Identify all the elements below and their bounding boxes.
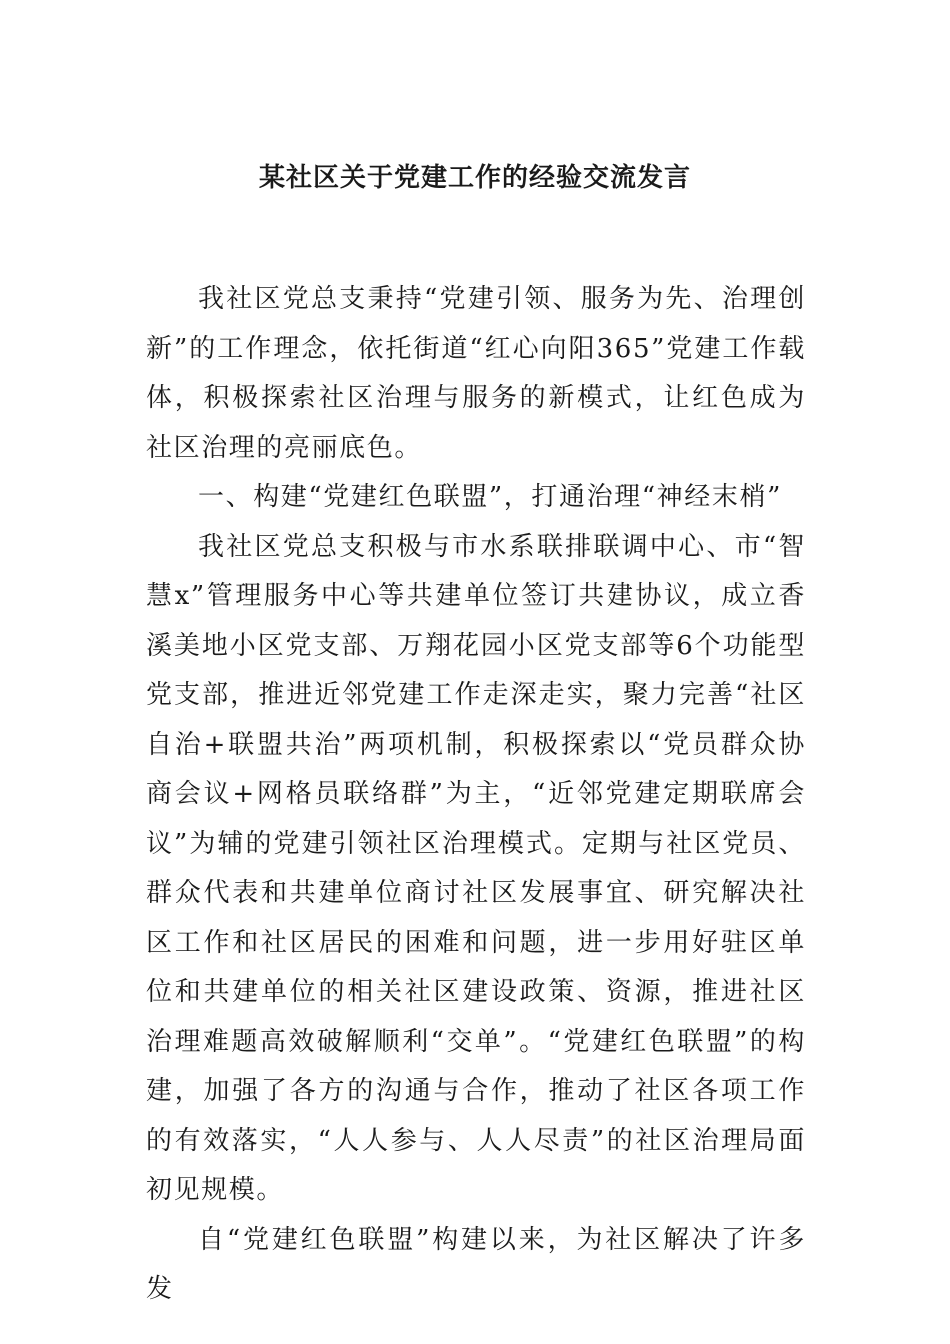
- paragraph-section-1: 我社区党总支积极与市水系联排联调中心、市“智慧x”管理服务中心等共建单位签订共建协议，成立香溪美地小区党支部、万翔花园小区党支部等6个功能型党支部，推进近邻党建工作走深走实，聚力完善“社区自治+联盟共治”两项机制，积极探索以“党员群众协商会议+网格员联络群”为主，“近邻党建定期联席会议”为辅的党建引领社区治理模式。定期与社区党员、群众代表和共建单位商讨社区发展事宜、研究解决社区工作和社区居民的困难和问题，进一步用好驻区单位和共建单位的相关社区建设政策、资源，推进社区治理难题高效破解顺利“交单”。“党建红色联盟”的构建，加强了各方的沟通与合作，推动了社区各项工作的有效落实，“人人参与、人人尽责”的社区治理局面初见规模。: [146, 531, 806, 1205]
- section-heading-1: 一、构建“党建红色联盟”，打通治理“神经末梢”: [198, 482, 782, 512]
- paragraph-intro: 我社区党总支秉持“党建引领、服务为先、治理创新”的工作理念，依托街道“红心向阳365”党建工作载体，积极探索社区治理与服务的新模式，让红色成为社区治理的亮丽底色。: [146, 284, 806, 463]
- document-body: [146, 275, 806, 1315]
- document-title: 某社区关于党建工作的经验交流发言: [258, 163, 691, 193]
- paragraph-continuation: 自“党建红色联盟”构建以来，为社区解决了许多发: [146, 1224, 806, 1304]
